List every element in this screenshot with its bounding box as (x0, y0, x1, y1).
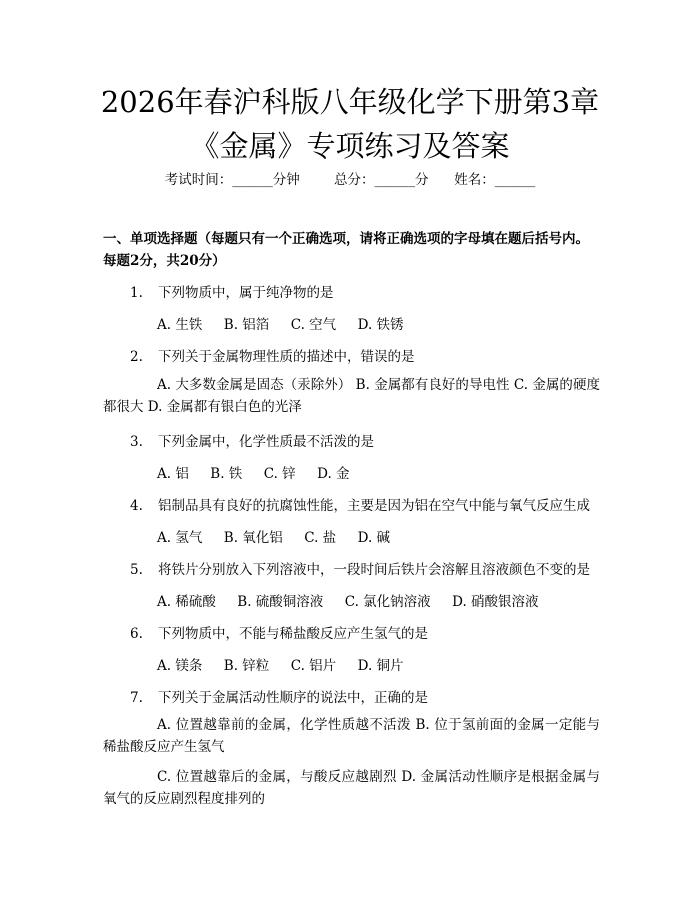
section-heading: 一、单项选择题（每题只有一个正确选项，请将正确选项的字母填在题后括号内。每题2分，共20分） (103, 231, 589, 269)
question-number: 1. (130, 285, 143, 301)
question-stem (130, 430, 374, 450)
name-label: 姓名： (454, 172, 495, 188)
name-blank: ______ (494, 172, 536, 188)
page-title: 2026年春沪科版八年级化学下册第3章《金属》专项练习及答案 (100, 85, 600, 163)
question-options: A. 氢气 B. 氧化铝 C. 盐 D. 碱 (157, 530, 391, 546)
question-text: 下列关于金属物理性质的描述中，错误的是 (158, 349, 415, 365)
question-options: A. 铝 B. 铁 C. 锌 D. 金 (157, 466, 350, 482)
question-options: A. 位置越靠前的金属，化学性质越不活泼 B. 位于氢前面的金属一定能与稀盐酸反应产生氢气 (103, 717, 600, 755)
question-text: 铝制品具有良好的抗腐蚀性能，主要是因为铝在空气中能与氧气反应生成 (158, 498, 590, 514)
score-label: 总分： (334, 172, 375, 188)
question-options: A. 大多数金属是固态（汞除外） B. 金属都有良好的导电性 C. 金属的硬度都很大 D. 金属都有银白色的光泽 (103, 377, 600, 415)
exam-meta (0, 168, 700, 188)
question-stem (130, 345, 415, 365)
question-number: 2. (130, 349, 143, 365)
question-stem (130, 281, 334, 301)
question-options: A. 生铁 B. 铝箔 C. 空气 D. 铁锈 (157, 317, 404, 333)
score-blank: ______ (374, 172, 416, 188)
question-number: 6. (130, 626, 143, 642)
time-unit: 分钟 (272, 172, 300, 188)
question-stem (130, 494, 590, 514)
question-text: 下列物质中，属于纯净物的是 (158, 285, 334, 301)
time-label: 考试时间： (164, 172, 233, 188)
score-unit: 分 (415, 172, 429, 188)
question-number: 5. (130, 562, 143, 578)
time-blank: ______ (232, 172, 273, 188)
question-text: 将铁片分别放入下列溶液中，一段时间后铁片会溶解且溶液颜色不变的是 (158, 562, 590, 578)
question-text: 下列金属中，化学性质最不活泼的是 (158, 434, 374, 450)
question-number: 4. (130, 498, 143, 514)
question-text: 下列物质中，不能与稀盐酸反应产生氢气的是 (158, 626, 428, 642)
question-stem (130, 622, 428, 642)
question-number: 3. (130, 434, 143, 450)
question-stem (130, 686, 428, 706)
question-number: 7. (130, 690, 143, 706)
question-options: A. 稀硫酸 B. 硫酸铜溶液 C. 氯化钠溶液 D. 硝酸银溶液 (157, 594, 539, 610)
question-stem (130, 558, 590, 578)
question-options: C. 位置越靠后的金属，与酸反应越剧烈 D. 金属活动性顺序是根据金属与氧气的反应剧烈程度排列的 (103, 769, 600, 807)
question-text: 下列关于金属活动性顺序的说法中，正确的是 (158, 690, 428, 706)
question-options: A. 镁条 B. 锌粒 C. 铝片 D. 铜片 (157, 658, 404, 674)
